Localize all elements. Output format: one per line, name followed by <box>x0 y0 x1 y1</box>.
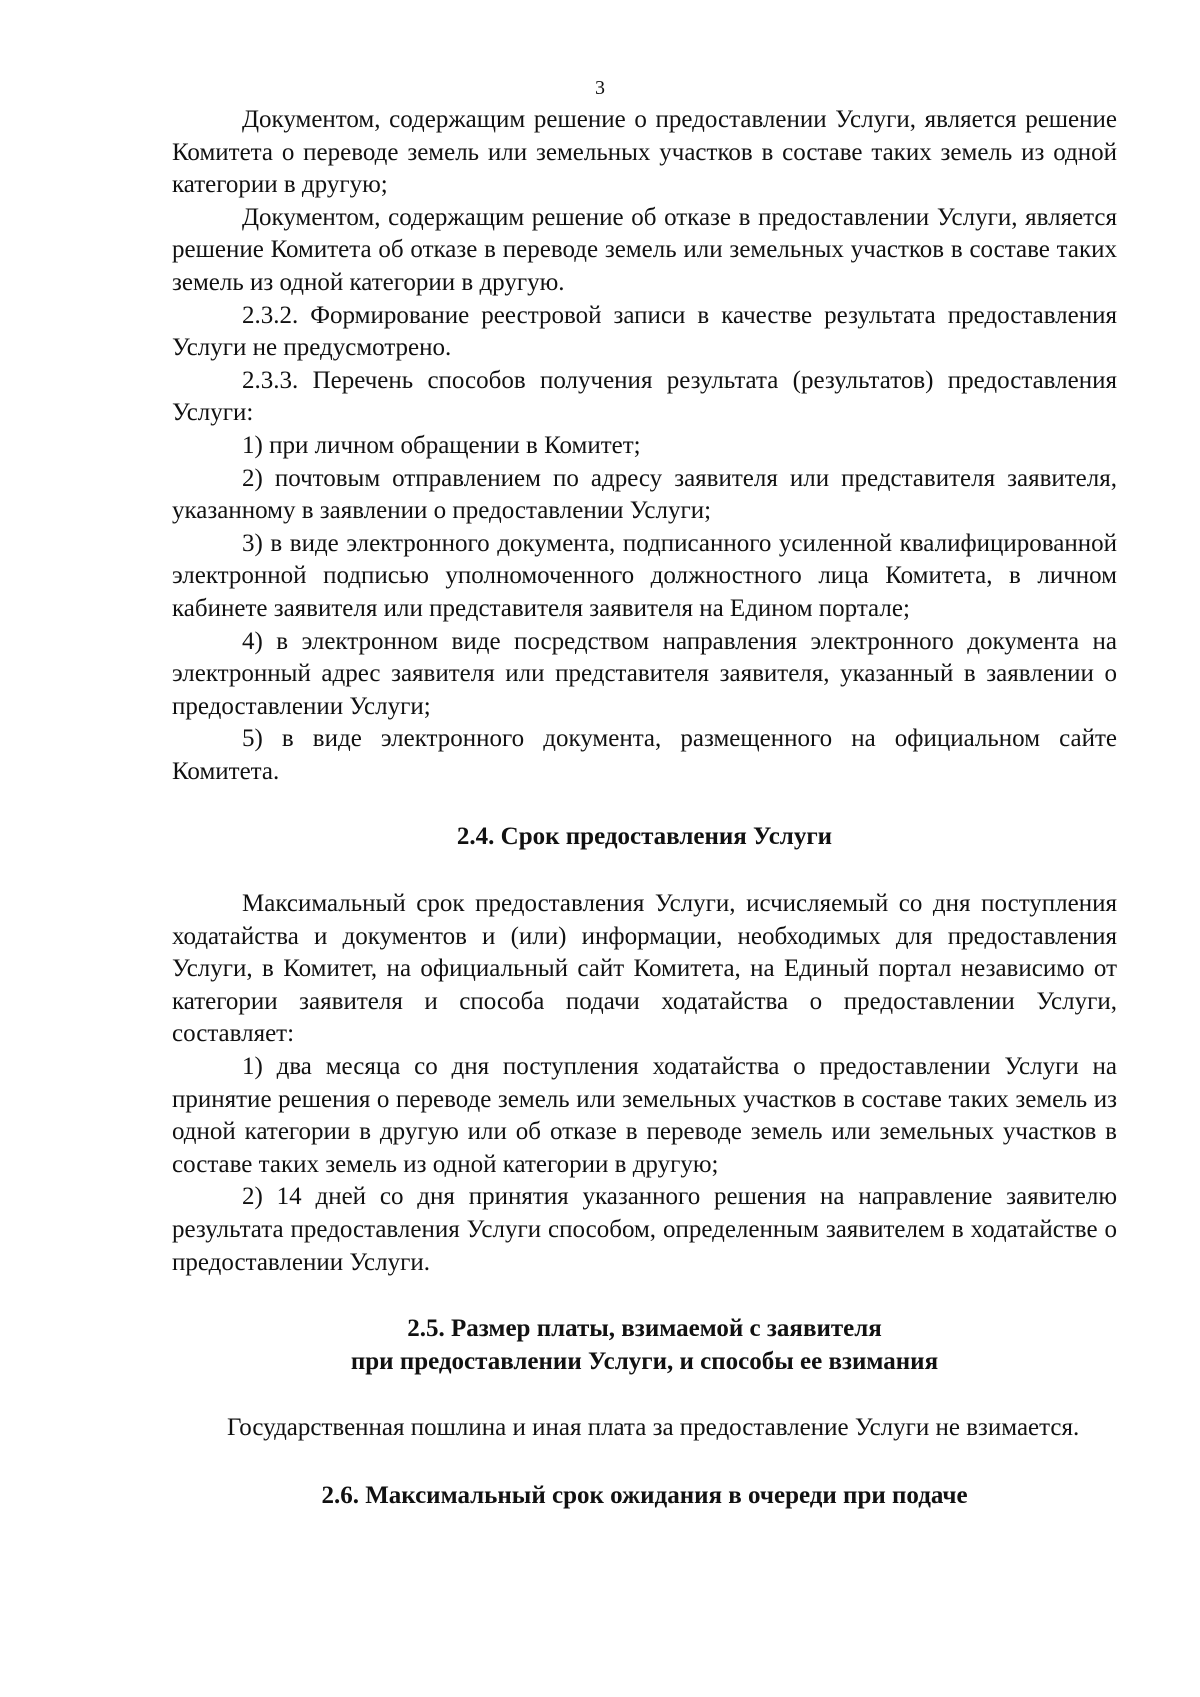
list-item-method-1: 1) при личном обращении в Комитет; <box>242 431 641 459</box>
section-heading-2-4: 2.4. Срок предоставления Услуги <box>456 823 833 851</box>
section-heading-2-5-line-2: при предоставлении Услуги, и способы ее взимания <box>350 1347 939 1375</box>
document-body <box>172 104 1117 1513</box>
list-item-method-4: 4) в электронном виде посредством направления электронного документа на электронный адрес заявителя или представителя заявителя, указанный в заявлении о предоставлении Услуги; <box>172 627 1117 720</box>
paragraph-refusal-decision: Документом, содержащим решение об отказе в предоставлении Услуги, является решение Комитета об отказе в переводе земель или земельных участков в составе таких земель из одной категории в другую. <box>172 203 1117 296</box>
section-heading-2-6: 2.6. Максимальный срок ожидания в очереди при подаче <box>321 1481 968 1509</box>
paragraph-fee: Государственная пошлина и иная плата за предоставление Услуги не взимается. <box>227 1414 1080 1442</box>
page-number: 3 <box>595 77 605 99</box>
paragraph-result-decision: Документом, содержащим решение о предоставлении Услуги, является решение Комитета о переводе земель или земельных участков в составе таких земель из одной категории в другую; <box>172 106 1117 199</box>
paragraph-2-3-2: 2.3.2. Формирование реестровой записи в качестве результата предоставления Услуги не предусмотрено. <box>172 301 1117 362</box>
paragraph-2-3-3: 2.3.3. Перечень способов получения результата (результатов) предоставления Услуги: <box>172 366 1117 427</box>
list-item-method-2: 2) почтовым отправлением по адресу заявителя или представителя заявителя, указанному в заявлении о предоставлении Услуги; <box>172 464 1117 525</box>
list-item-method-3: 3) в виде электронного документа, подписанного усиленной квалифицированной электронной подписью уполномоченного должностного лица Комитета, в личном кабинете заявителя или представителя заявителя на Едином портале; <box>172 529 1117 622</box>
list-item-term-2: 2) 14 дней со дня принятия указанного решения на направление заявителю результата предоставления Услуги способом, определенным заявителем в ходатайстве о предоставлении Услуги. <box>172 1183 1117 1276</box>
paragraph-max-term: Максимальный срок предоставления Услуги, исчисляемый со дня поступления ходатайства и документов и (или) информации, необходимых для предоставления Услуги, в Комитет, на официальный сайт Комитета, на Единый портал независимо от категории заявителя и способа подачи ходатайства о предоставлении Услуги, составляет: <box>172 890 1117 1048</box>
list-item-term-1: 1) два месяца со дня поступления ходатайства о предоставлении Услуги на принятие решения о переводе земель или земельных участков в составе таких земель из одной категории в другую или об отказе в переводе земель или земельных участков в составе таких земель из одной категории в другую; <box>172 1053 1117 1178</box>
section-heading-2-5-line-1: 2.5. Размер платы, взимаемой с заявителя <box>407 1315 882 1343</box>
section-heading-2-5 <box>172 1313 1117 1378</box>
list-item-method-5: 5) в виде электронного документа, размещенного на официальном сайте Комитета. <box>172 725 1117 785</box>
